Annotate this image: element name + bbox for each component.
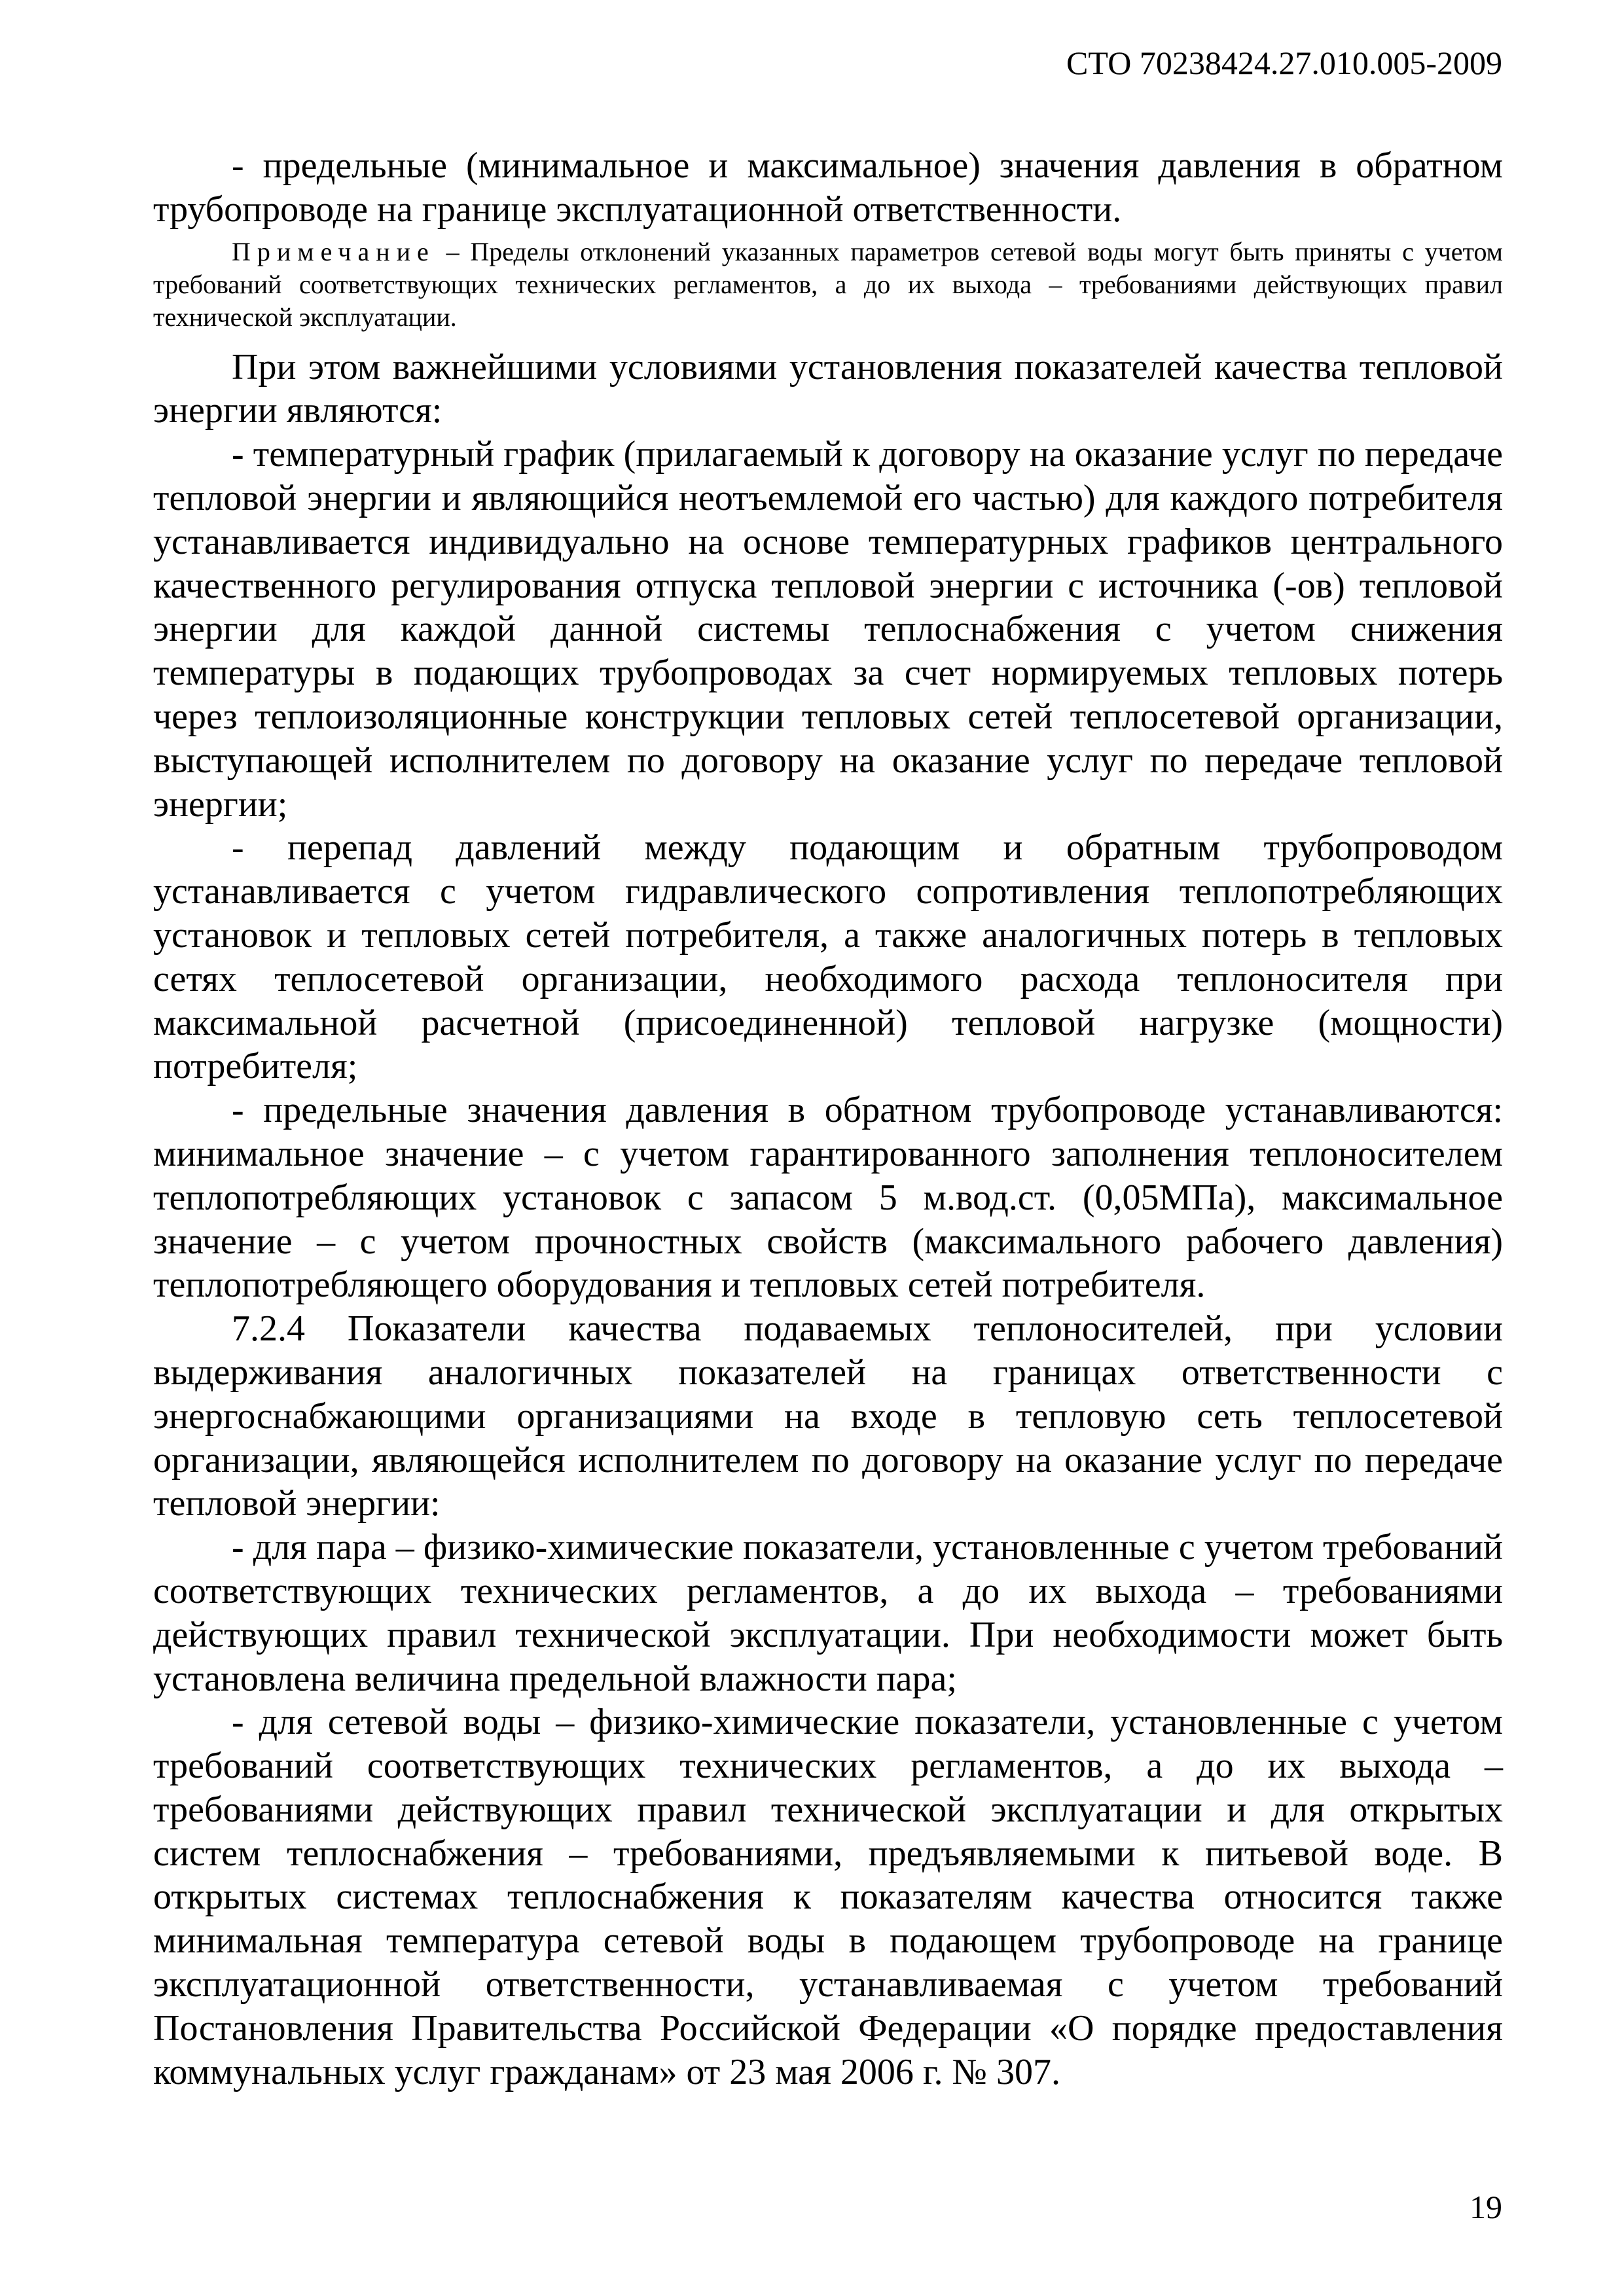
note-paragraph (153, 236, 1503, 334)
paragraph-conditions-intro: При этом важнейшими условиями установления показателей качества тепловой энергии являются: (153, 346, 1503, 431)
paragraph-steam: - для пара – физико-химические показатели, установленные с учетом требований соответствующих технических регламентов, а до их выхода – требованиями действующих правил технической эксплуатации. При необходимости может быть установлена величина предельной влажности пара; (153, 1527, 1503, 1699)
paragraph-pressure-limits: - предельные (минимальное и максимальное) значения давления в обратном трубопроводе на границе эксплуатационной ответственности. (153, 145, 1503, 230)
paragraph-temperature-schedule: - температурный график (прилагаемый к договору на оказание услуг по передаче тепловой энергии и являющийся неотъемлемой его частью) для каждого потребителя устанавливается индивидуально на основе температурных графиков центрального качественного регулирования отпуска тепловой энергии с источника (-ов) тепловой энергии для каждой данной системы теплоснабжения с учетом снижения температуры в подающих трубопроводах за счет нормируемых тепловых потерь через теплоизоляционные конструкции тепловых сетей теплосетевой организации, выступающей исполнителем по договору на оказание услуг по передаче тепловой энергии; (153, 434, 1503, 825)
page-number: 19 (1470, 2189, 1502, 2225)
paragraph-return-pressure: - предельные значения давления в обратном трубопроводе устанавливаются: минимальное значение – с учетом гарантированного заполнения теплоносителем теплопотребляющих установок с запасом 5 м.вод.ст. (0,05МПа), максимальное значение – с учетом прочностных свойств (максимального рабочего давления) теплопотребляющего оборудования и тепловых сетей потребителя. (153, 1090, 1503, 1306)
document-code-header: СТО 70238424.27.010.005-2009 (1066, 45, 1502, 81)
note-label: Примечание (232, 236, 435, 266)
note-text: – Пределы отклонений указанных параметров сетевой воды могут быть приняты с учетом требований соответствующих технических регламентов, а до их выхода – требованиями действующих правил технической эксплуатации. (153, 236, 1503, 332)
paragraph-pressure-difference: - перепад давлений между подающим и обратным трубопроводом устанавливается с учетом гидравлического сопротивления теплопотребляющих установок и тепловых сетей потребителя, а также аналогичных потерь в тепловых сетях теплосетевой организации, необходимого расхода теплоносителя при максимальной расчетной (присоединенной) тепловой нагрузке (мощности) потребителя; (153, 827, 1503, 1087)
paragraph-network-water: - для сетевой воды – физико-химические показатели, установленные с учетом требований соответствующих технических регламентов, а до их выхода – требованиями действующих правил технической эксплуатации и для открытых систем теплоснабжения – требованиями, предъявляемыми к питьевой воде. В открытых системах теплоснабжения к показателям качества относится также минимальная температура сетевой воды в подающем трубопроводе на границе эксплуатационной ответственности, устанавливаемая с учетом требований Постановления Правительства Российской Федерации «О порядке предоставления коммунальных услуг гражданам» от 23 мая 2006 г. № 307. (153, 1702, 1503, 2092)
document-body (153, 144, 1503, 2094)
paragraph-7-2-4: 7.2.4 Показатели качества подаваемых теплоносителей, при условии выдерживания аналогичных показателей на границах ответственности с энергоснабжающими организациями на входе в тепловую сеть теплосетевой организации, являющейся исполнителем по договору на оказание услуг по передаче тепловой энергии: (153, 1308, 1503, 1524)
